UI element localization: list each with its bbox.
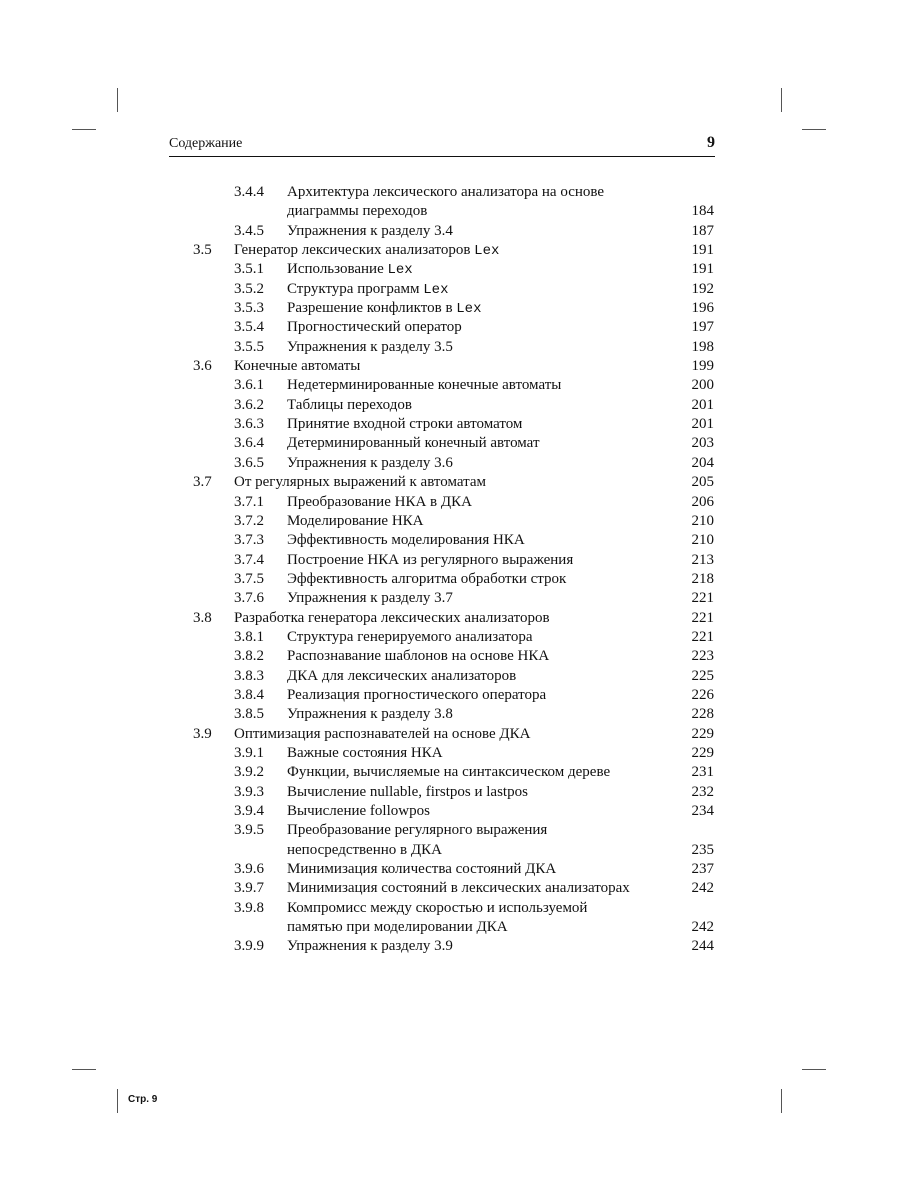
toc-entry[interactable] [0, 763, 900, 782]
toc-entry-number: 3.5 [193, 242, 212, 259]
toc-entry-title [287, 802, 430, 821]
toc-entry-title [287, 202, 427, 221]
toc-entry-number: 3.8.2 [234, 648, 264, 665]
toc-entry-title-part: Упражнения к разделу 3.4 [287, 222, 453, 239]
toc-entry-page: 226 [691, 686, 714, 703]
toc-entry-title [287, 260, 413, 280]
toc-entry[interactable] [0, 396, 900, 415]
toc-entry[interactable] [0, 628, 900, 647]
table-of-contents [0, 183, 900, 957]
crop-mark-top-right-h [802, 129, 826, 130]
toc-entry-page: 221 [691, 590, 714, 607]
toc-entry-number: 3.6 [193, 358, 212, 375]
toc-entry-page: 205 [691, 474, 714, 491]
toc-entry-title [287, 937, 453, 956]
page-number: 9 [707, 134, 715, 151]
toc-entry-number: 3.5.2 [234, 280, 264, 297]
toc-entry-page: 235 [691, 841, 714, 858]
toc-entry[interactable] [0, 802, 900, 821]
toc-entry-number: 3.8.1 [234, 628, 264, 645]
toc-entry[interactable] [0, 551, 900, 570]
toc-entry-title-part: Структура программ [287, 280, 424, 297]
toc-entry-page: 187 [691, 222, 714, 239]
toc-entry[interactable] [0, 415, 900, 434]
toc-entry-title [287, 705, 453, 724]
toc-entry[interactable] [0, 493, 900, 512]
toc-entry-title [287, 299, 482, 319]
toc-entry-title-part: Недетерминированные конечные автоматы [287, 377, 562, 394]
toc-entry-title-part: Преобразование регулярного выражения [287, 822, 548, 839]
toc-entry[interactable] [0, 376, 900, 395]
toc-entry-title [287, 183, 604, 202]
running-head [169, 134, 715, 157]
toc-entry-number: 3.6.4 [234, 435, 264, 452]
toc-entry-title-part: Упражнения к разделу 3.7 [287, 590, 453, 607]
toc-entry-number: 3.5.5 [234, 338, 264, 355]
footer-page-label: Стр. 9 [128, 1094, 158, 1105]
toc-entry-number: 3.9.2 [234, 764, 264, 781]
toc-entry-number: 3.6.2 [234, 396, 264, 413]
toc-entry[interactable] [0, 512, 900, 531]
toc-entry-page: 191 [691, 261, 714, 278]
toc-entry-page: 198 [691, 338, 714, 355]
toc-entry-title-part: Принятие входной строки автоматом [287, 416, 523, 433]
toc-entry-page: 200 [691, 377, 714, 394]
toc-entry-page: 234 [691, 803, 714, 819]
toc-entry-title [287, 899, 587, 918]
toc-entry-title [287, 338, 453, 357]
crop-mark-top-left [117, 88, 118, 112]
toc-entry-title-part: Архитектура лексического анализатора на основе [287, 184, 605, 200]
toc-entry-page: 232 [691, 783, 714, 800]
toc-entry-title-part: Эффективность моделирования НКА [287, 532, 525, 549]
toc-entry-title-part: Компромисс между скоростью и используемой [287, 899, 588, 916]
toc-entry-page: 210 [691, 512, 714, 529]
toc-entry-title [287, 686, 546, 705]
toc-entry[interactable] [0, 725, 900, 744]
toc-entry[interactable] [0, 841, 900, 860]
toc-entry[interactable] [0, 667, 900, 686]
toc-entry-title-part: Упражнения к разделу 3.5 [287, 338, 453, 355]
toc-entry-title [287, 589, 453, 608]
toc-entry[interactable] [0, 860, 900, 879]
toc-entry-title-part: Важные состояния НКА [287, 744, 443, 761]
toc-entry-title [287, 396, 412, 415]
toc-entry-title [287, 551, 573, 570]
toc-entry-title [287, 222, 453, 241]
toc-entry-title-part: Вычисление followpos [287, 803, 430, 819]
toc-entry-title [287, 415, 522, 434]
toc-entry[interactable] [0, 299, 900, 318]
toc-entry-page: 201 [691, 416, 714, 433]
crop-mark-top-right [781, 88, 782, 112]
toc-entry-page: 229 [691, 744, 714, 761]
toc-entry[interactable] [0, 686, 900, 705]
toc-entry-page: 204 [691, 454, 714, 471]
toc-entry-number: 3.9.7 [234, 880, 264, 897]
toc-entry-number: 3.7.1 [234, 493, 264, 510]
toc-entry-title-part: Упражнения к разделу 3.9 [287, 938, 453, 955]
toc-entry-title-part: От регулярных выражений к автоматам [234, 474, 487, 491]
toc-entry[interactable] [0, 821, 900, 840]
toc-entry-title-part: Таблицы переходов [287, 396, 412, 413]
toc-entry-number: 3.4.4 [234, 184, 264, 200]
toc-entry[interactable] [0, 705, 900, 724]
toc-entry-title-part: Генератор лексических анализаторов [234, 242, 475, 259]
toc-entry-title-part: Вычисление nullable, firstpos и lastpos [287, 783, 528, 800]
toc-entry-title-part: Моделирование НКА [287, 512, 424, 529]
toc-entry-page: 228 [691, 706, 714, 723]
toc-entry-title [234, 357, 360, 376]
toc-entry-number: 3.7.3 [234, 532, 264, 549]
toc-entry-title [287, 860, 556, 879]
toc-entry-title-part: Распознавание шаблонов на основе НКА [287, 648, 550, 665]
toc-entry-number: 3.7.4 [234, 551, 264, 568]
toc-entry-page: 201 [691, 396, 714, 413]
toc-entry[interactable] [0, 222, 900, 241]
toc-entry[interactable] [0, 338, 900, 357]
toc-entry-title-part: Использование [287, 261, 388, 278]
toc-entry-title-part: Разработка генератора лексических анализаторов [234, 609, 550, 626]
crop-mark-top-left-h [72, 129, 96, 130]
toc-entry-title-part: непосредственно в ДКА [287, 841, 442, 858]
toc-entry-title-part: Детерминированный конечный автомат [287, 435, 540, 452]
toc-entry-title [287, 647, 549, 666]
toc-entry-title [234, 241, 499, 261]
toc-entry-title-code: Lex [387, 262, 413, 279]
toc-entry[interactable] [0, 434, 900, 453]
toc-entry-title [287, 531, 525, 550]
toc-entry-title-part: Минимизация количества состояний ДКА [287, 861, 557, 878]
toc-entry-page: 203 [691, 435, 714, 452]
crop-mark-bottom-right-h [802, 1069, 826, 1070]
toc-entry-page: 213 [691, 551, 714, 568]
toc-entry-number: 3.4.5 [234, 222, 264, 239]
toc-entry-page: 221 [691, 628, 714, 645]
toc-entry-page: 242 [691, 919, 714, 936]
toc-entry-title [287, 570, 566, 589]
toc-entry-number: 3.5.1 [234, 261, 264, 278]
toc-entry[interactable] [0, 918, 900, 937]
toc-entry-number: 3.9 [193, 725, 212, 742]
toc-entry-title [234, 725, 530, 744]
toc-entry-number: 3.5.4 [234, 319, 264, 336]
toc-entry-title [234, 473, 486, 492]
toc-entry-number: 3.9.9 [234, 938, 264, 955]
toc-entry-title-part: Оптимизация распознавателей на основе ДКА [234, 725, 531, 742]
toc-entry-page: 197 [691, 319, 714, 336]
toc-entry-title-code: Lex [456, 301, 482, 318]
toc-entry-title [287, 783, 528, 802]
toc-entry-title [287, 434, 540, 453]
toc-entry-title-part: Упражнения к разделу 3.8 [287, 706, 453, 723]
toc-entry-page: 221 [691, 609, 714, 626]
toc-entry-title [287, 493, 472, 512]
toc-entry[interactable] [0, 609, 900, 628]
toc-entry-title [287, 454, 453, 473]
toc-entry-title-part: Преобразование НКА в ДКА [287, 493, 472, 510]
toc-entry-title-part: Упражнения к разделу 3.6 [287, 454, 453, 471]
toc-entry[interactable] [0, 647, 900, 666]
toc-entry-title [287, 667, 516, 686]
toc-entry-number: 3.7.2 [234, 512, 264, 529]
toc-entry-title-part: Построение НКА из регулярного выражения [287, 551, 574, 568]
toc-entry-number: 3.5.3 [234, 300, 264, 317]
toc-entry[interactable] [0, 879, 900, 898]
toc-entry[interactable] [0, 589, 900, 608]
toc-entry-page: 223 [691, 648, 714, 665]
toc-entry-page: 210 [691, 532, 714, 549]
toc-entry-number: 3.7 [193, 474, 212, 491]
toc-entry-title [287, 821, 547, 840]
toc-entry-number: 3.9.1 [234, 744, 264, 761]
crop-mark-bottom-left [117, 1089, 118, 1113]
toc-entry[interactable] [0, 531, 900, 550]
toc-entry-number: 3.6.3 [234, 416, 264, 433]
toc-entry-number: 3.8.5 [234, 706, 264, 723]
toc-entry-page: 191 [691, 242, 714, 259]
toc-entry[interactable] [0, 260, 900, 279]
toc-entry-title-code: Lex [474, 243, 500, 260]
toc-entry-number: 3.9.5 [234, 822, 264, 839]
toc-entry-title-part: памятью при моделировании ДКА [287, 919, 508, 936]
toc-entry[interactable] [0, 357, 900, 376]
crop-mark-bottom-left-h [72, 1069, 96, 1070]
toc-entry-title-part: диаграммы переходов [287, 203, 428, 220]
toc-entry-title-part: Реализация прогностического оператора [287, 686, 547, 703]
toc-entry-title [287, 744, 443, 763]
toc-entry-page: 196 [691, 300, 714, 317]
toc-entry-number: 3.6.1 [234, 377, 264, 394]
toc-entry-number: 3.6.5 [234, 454, 264, 471]
toc-entry-page: 229 [691, 725, 714, 742]
toc-entry-title-part: Разрешение конфликтов в [287, 300, 457, 317]
toc-entry[interactable] [0, 318, 900, 337]
toc-entry-page: 199 [691, 358, 714, 375]
toc-entry[interactable] [0, 570, 900, 589]
toc-entry[interactable] [0, 937, 900, 956]
toc-entry-number: 3.9.8 [234, 899, 264, 916]
toc-entry-page: 237 [691, 861, 714, 878]
toc-entry-page: 242 [691, 880, 714, 897]
toc-entry[interactable] [0, 783, 900, 802]
toc-entry[interactable] [0, 280, 900, 299]
toc-entry-page: 192 [691, 280, 714, 297]
toc-entry[interactable] [0, 473, 900, 492]
toc-entry-number: 3.8.3 [234, 667, 264, 684]
toc-entry-number: 3.7.5 [234, 570, 264, 587]
toc-entry-number: 3.9.4 [234, 803, 264, 819]
toc-entry[interactable] [0, 241, 900, 260]
toc-entry-title-part: Конечные автоматы [234, 358, 361, 375]
toc-entry-page: 184 [691, 203, 714, 220]
toc-entry-number: 3.8.4 [234, 686, 264, 703]
toc-entry-title [287, 512, 424, 531]
toc-entry-page: 225 [691, 667, 714, 684]
toc-entry-title [287, 763, 610, 782]
running-head-title: Содержание [169, 136, 243, 151]
toc-entry-page: 218 [691, 570, 714, 587]
toc-entry[interactable] [0, 744, 900, 763]
toc-entry-title-part: Функции, вычисляемые на синтаксическом дереве [287, 764, 611, 781]
toc-entry-title-part: Прогностический оператор [287, 319, 462, 336]
toc-entry-title [234, 609, 550, 628]
toc-entry[interactable] [0, 183, 900, 202]
toc-entry-title-part: Структура генерируемого анализатора [287, 628, 533, 645]
toc-entry-number: 3.9.3 [234, 783, 264, 800]
toc-entry-title [287, 879, 630, 898]
toc-entry-title [287, 841, 442, 860]
toc-entry-title [287, 318, 462, 337]
toc-entry-page: 206 [691, 493, 714, 510]
toc-entry-title-part: ДКА для лексических анализаторов [287, 667, 517, 684]
toc-entry-number: 3.8 [193, 609, 212, 626]
toc-entry[interactable] [0, 454, 900, 473]
toc-entry-title [287, 280, 449, 300]
toc-entry-title-part: Минимизация состояний в лексических анализаторах [287, 880, 630, 897]
toc-entry-title-code: Lex [423, 281, 449, 298]
toc-entry-title [287, 628, 533, 647]
toc-entry-title-part: Эффективность алгоритма обработки строк [287, 570, 567, 587]
crop-mark-bottom-right [781, 1089, 782, 1113]
toc-entry[interactable] [0, 202, 900, 221]
toc-entry-title [287, 918, 508, 937]
toc-entry-number: 3.9.6 [234, 861, 264, 878]
toc-entry-page: 231 [691, 764, 714, 781]
toc-entry-number: 3.7.6 [234, 590, 264, 607]
toc-entry[interactable] [0, 899, 900, 918]
toc-entry-page: 244 [691, 938, 714, 955]
toc-entry-title [287, 376, 561, 395]
